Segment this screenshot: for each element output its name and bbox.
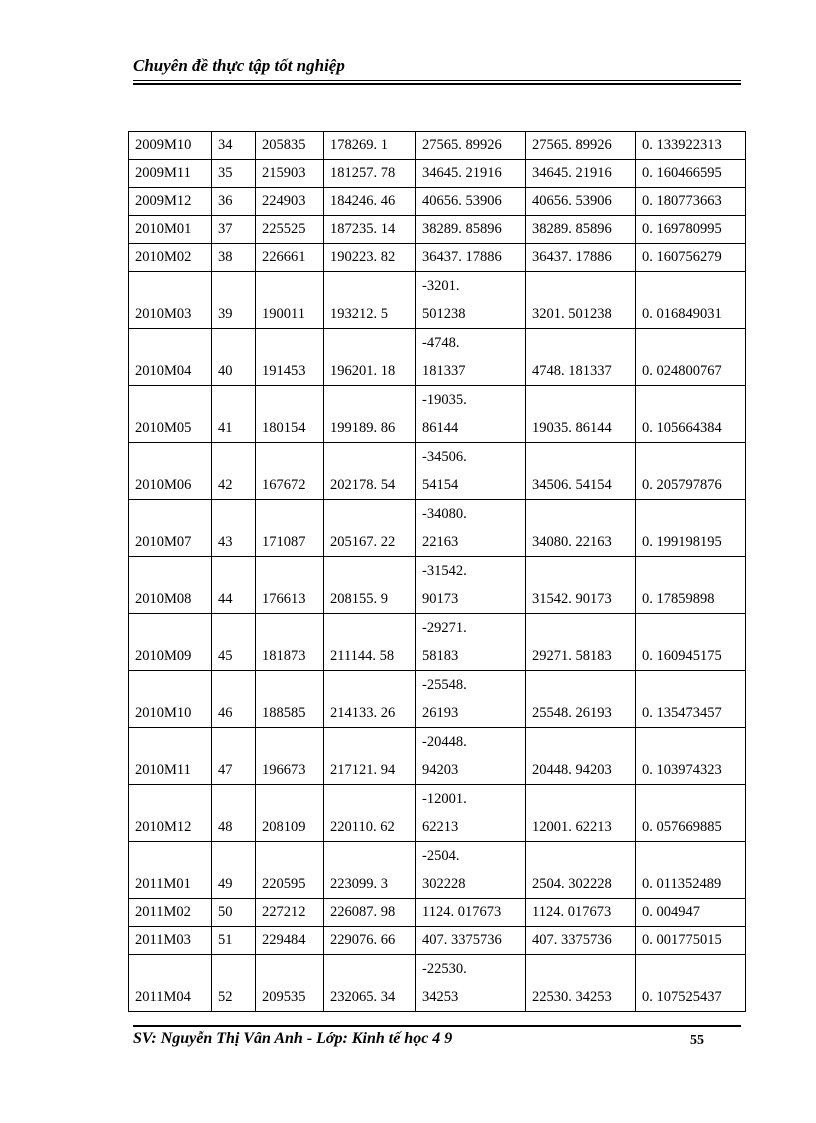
cell-residual [416, 132, 526, 160]
cell-t: 51 [212, 927, 256, 955]
table-row [129, 386, 746, 443]
header-title: Chuyên đề thực tập tốt nghiệp [133, 56, 345, 75]
cell-actual: 209535 [256, 955, 324, 1012]
cell-ratio: 0. 107525437 [636, 955, 746, 1012]
header-rule [133, 80, 741, 85]
residual-line: -34506. [422, 449, 467, 465]
residual-line: 501238 [422, 306, 466, 322]
cell-ratio: 0. 160756279 [636, 244, 746, 272]
cell-abs-residual: 31542. 90173 [526, 557, 636, 614]
cell-ratio: 0. 160945175 [636, 614, 746, 671]
footer-author: SV: Nguyễn Thị Vân Anh - Lớp: Kinh tế học 4 9 [133, 1030, 453, 1047]
cell-actual: 208109 [256, 785, 324, 842]
residual-line: -2504. [422, 848, 460, 864]
cell-actual: 220595 [256, 842, 324, 899]
cell-t: 34 [212, 132, 256, 160]
cell-period: 2010M03 [129, 272, 212, 329]
cell-fitted: 226087. 98 [324, 899, 416, 927]
cell-ratio: 0. 169780995 [636, 216, 746, 244]
cell-abs-residual: 4748. 181337 [526, 329, 636, 386]
cell-actual: 224903 [256, 188, 324, 216]
cell-actual: 171087 [256, 500, 324, 557]
cell-residual [416, 188, 526, 216]
cell-period: 2011M01 [129, 842, 212, 899]
cell-fitted: 205167. 22 [324, 500, 416, 557]
table-body [129, 132, 746, 1012]
table-row [129, 557, 746, 614]
cell-abs-residual: 19035. 86144 [526, 386, 636, 443]
cell-residual [416, 899, 526, 927]
cell-t: 47 [212, 728, 256, 785]
cell-residual [416, 728, 526, 785]
table-row [129, 728, 746, 785]
cell-t: 45 [212, 614, 256, 671]
cell-period: 2010M02 [129, 244, 212, 272]
residual-line: 86144 [422, 420, 459, 436]
cell-period: 2010M08 [129, 557, 212, 614]
cell-actual: 190011 [256, 272, 324, 329]
table-row [129, 244, 746, 272]
cell-fitted: 196201. 18 [324, 329, 416, 386]
cell-abs-residual: 25548. 26193 [526, 671, 636, 728]
cell-residual [416, 785, 526, 842]
residual-line: 302228 [422, 876, 466, 892]
cell-abs-residual: 20448. 94203 [526, 728, 636, 785]
cell-abs-residual: 2504. 302228 [526, 842, 636, 899]
cell-actual: 181873 [256, 614, 324, 671]
residual-line: 38289. 85896 [422, 221, 502, 237]
cell-residual [416, 614, 526, 671]
residual-line: 407. 3375736 [422, 932, 502, 948]
cell-fitted: 220110. 62 [324, 785, 416, 842]
cell-abs-residual: 407. 3375736 [526, 927, 636, 955]
cell-fitted: 202178. 54 [324, 443, 416, 500]
cell-ratio: 0. 105664384 [636, 386, 746, 443]
cell-abs-residual: 3201. 501238 [526, 272, 636, 329]
cell-fitted: 181257. 78 [324, 160, 416, 188]
cell-abs-residual: 12001. 62213 [526, 785, 636, 842]
residual-line: -20448. [422, 734, 467, 750]
cell-t: 44 [212, 557, 256, 614]
residual-line: 94203 [422, 762, 459, 778]
cell-period: 2009M12 [129, 188, 212, 216]
table-row [129, 500, 746, 557]
cell-t: 36 [212, 188, 256, 216]
cell-actual: 227212 [256, 899, 324, 927]
cell-actual: 225525 [256, 216, 324, 244]
residual-line: -34080. [422, 506, 467, 522]
cell-t: 37 [212, 216, 256, 244]
residual-line: 34253 [422, 989, 459, 1005]
table-row [129, 842, 746, 899]
cell-residual [416, 500, 526, 557]
cell-actual: 167672 [256, 443, 324, 500]
cell-residual [416, 272, 526, 329]
residual-line: 90173 [422, 591, 459, 607]
residual-line: 1124. 017673 [422, 904, 502, 920]
cell-fitted: 217121. 94 [324, 728, 416, 785]
table-row [129, 160, 746, 188]
cell-abs-residual: 34506. 54154 [526, 443, 636, 500]
table-row [129, 955, 746, 1012]
residual-line: -31542. [422, 563, 467, 579]
cell-t: 46 [212, 671, 256, 728]
cell-ratio: 0. 17859898 [636, 557, 746, 614]
cell-ratio: 0. 004947 [636, 899, 746, 927]
cell-period: 2010M04 [129, 329, 212, 386]
cell-t: 50 [212, 899, 256, 927]
cell-ratio: 0. 133922313 [636, 132, 746, 160]
cell-t: 40 [212, 329, 256, 386]
cell-ratio: 0. 103974323 [636, 728, 746, 785]
cell-actual: 188585 [256, 671, 324, 728]
cell-fitted: 214133. 26 [324, 671, 416, 728]
residual-line: 27565. 89926 [422, 137, 502, 153]
cell-abs-residual: 34080. 22163 [526, 500, 636, 557]
cell-abs-residual: 40656. 53906 [526, 188, 636, 216]
cell-period: 2010M12 [129, 785, 212, 842]
residual-line: 26193 [422, 705, 459, 721]
cell-ratio: 0. 001775015 [636, 927, 746, 955]
table-row [129, 785, 746, 842]
data-table [128, 131, 746, 1012]
cell-period: 2010M06 [129, 443, 212, 500]
cell-fitted: 190223. 82 [324, 244, 416, 272]
cell-t: 43 [212, 500, 256, 557]
cell-actual: 205835 [256, 132, 324, 160]
cell-t: 38 [212, 244, 256, 272]
cell-ratio: 0. 016849031 [636, 272, 746, 329]
cell-abs-residual: 34645. 21916 [526, 160, 636, 188]
cell-abs-residual: 22530. 34253 [526, 955, 636, 1012]
cell-t: 48 [212, 785, 256, 842]
cell-actual: 180154 [256, 386, 324, 443]
cell-period: 2009M10 [129, 132, 212, 160]
residual-line: -4748. [422, 335, 460, 351]
cell-residual [416, 443, 526, 500]
cell-ratio: 0. 199198195 [636, 500, 746, 557]
table-row [129, 899, 746, 927]
cell-t: 41 [212, 386, 256, 443]
cell-period: 2010M09 [129, 614, 212, 671]
table-row [129, 272, 746, 329]
cell-ratio: 0. 180773663 [636, 188, 746, 216]
cell-residual [416, 386, 526, 443]
table-row [129, 188, 746, 216]
cell-fitted: 223099. 3 [324, 842, 416, 899]
cell-ratio: 0. 024800767 [636, 329, 746, 386]
cell-fitted: 232065. 34 [324, 955, 416, 1012]
cell-fitted: 199189. 86 [324, 386, 416, 443]
cell-t: 39 [212, 272, 256, 329]
residual-line: 22163 [422, 534, 459, 550]
cell-abs-residual: 27565. 89926 [526, 132, 636, 160]
cell-fitted: 229076. 66 [324, 927, 416, 955]
residual-line: -29271. [422, 620, 467, 636]
residual-line: -12001. [422, 791, 467, 807]
cell-residual [416, 842, 526, 899]
cell-actual: 196673 [256, 728, 324, 785]
cell-actual: 215903 [256, 160, 324, 188]
footer-rule [133, 1025, 741, 1027]
cell-ratio: 0. 057669885 [636, 785, 746, 842]
cell-actual: 229484 [256, 927, 324, 955]
residual-line: 58183 [422, 648, 459, 664]
cell-actual: 226661 [256, 244, 324, 272]
cell-abs-residual: 29271. 58183 [526, 614, 636, 671]
cell-period: 2010M05 [129, 386, 212, 443]
table-row [129, 927, 746, 955]
residual-line: 40656. 53906 [422, 193, 502, 209]
residual-line: -19035. [422, 392, 467, 408]
cell-ratio: 0. 160466595 [636, 160, 746, 188]
page-number: 55 [690, 1033, 704, 1048]
cell-residual [416, 160, 526, 188]
cell-fitted: 187235. 14 [324, 216, 416, 244]
cell-actual: 191453 [256, 329, 324, 386]
cell-ratio: 0. 135473457 [636, 671, 746, 728]
cell-period: 2010M11 [129, 728, 212, 785]
residual-line: 36437. 17886 [422, 249, 502, 265]
table-row [129, 614, 746, 671]
cell-residual [416, 927, 526, 955]
residual-line: -25548. [422, 677, 467, 693]
cell-fitted: 178269. 1 [324, 132, 416, 160]
cell-residual [416, 671, 526, 728]
cell-residual [416, 216, 526, 244]
residual-line: 34645. 21916 [422, 165, 502, 181]
cell-fitted: 211144. 58 [324, 614, 416, 671]
cell-fitted: 208155. 9 [324, 557, 416, 614]
table-row [129, 443, 746, 500]
cell-period: 2010M07 [129, 500, 212, 557]
residual-line: 181337 [422, 363, 466, 379]
table-row [129, 329, 746, 386]
cell-period: 2010M10 [129, 671, 212, 728]
residual-line: -22530. [422, 961, 467, 977]
cell-t: 42 [212, 443, 256, 500]
cell-residual [416, 329, 526, 386]
cell-actual: 176613 [256, 557, 324, 614]
cell-period: 2011M02 [129, 899, 212, 927]
table-row [129, 216, 746, 244]
table-row [129, 132, 746, 160]
cell-fitted: 184246. 46 [324, 188, 416, 216]
cell-period: 2011M04 [129, 955, 212, 1012]
cell-t: 52 [212, 955, 256, 1012]
residual-line: -3201. [422, 278, 460, 294]
cell-abs-residual: 38289. 85896 [526, 216, 636, 244]
cell-residual [416, 955, 526, 1012]
cell-period: 2010M01 [129, 216, 212, 244]
cell-ratio: 0. 205797876 [636, 443, 746, 500]
residual-line: 62213 [422, 819, 459, 835]
cell-residual [416, 244, 526, 272]
cell-period: 2009M11 [129, 160, 212, 188]
residual-line: 54154 [422, 477, 459, 493]
cell-fitted: 193212. 5 [324, 272, 416, 329]
cell-t: 35 [212, 160, 256, 188]
cell-ratio: 0. 011352489 [636, 842, 746, 899]
cell-abs-residual: 1124. 017673 [526, 899, 636, 927]
cell-abs-residual: 36437. 17886 [526, 244, 636, 272]
cell-period: 2011M03 [129, 927, 212, 955]
table-row [129, 671, 746, 728]
cell-residual [416, 557, 526, 614]
cell-t: 49 [212, 842, 256, 899]
